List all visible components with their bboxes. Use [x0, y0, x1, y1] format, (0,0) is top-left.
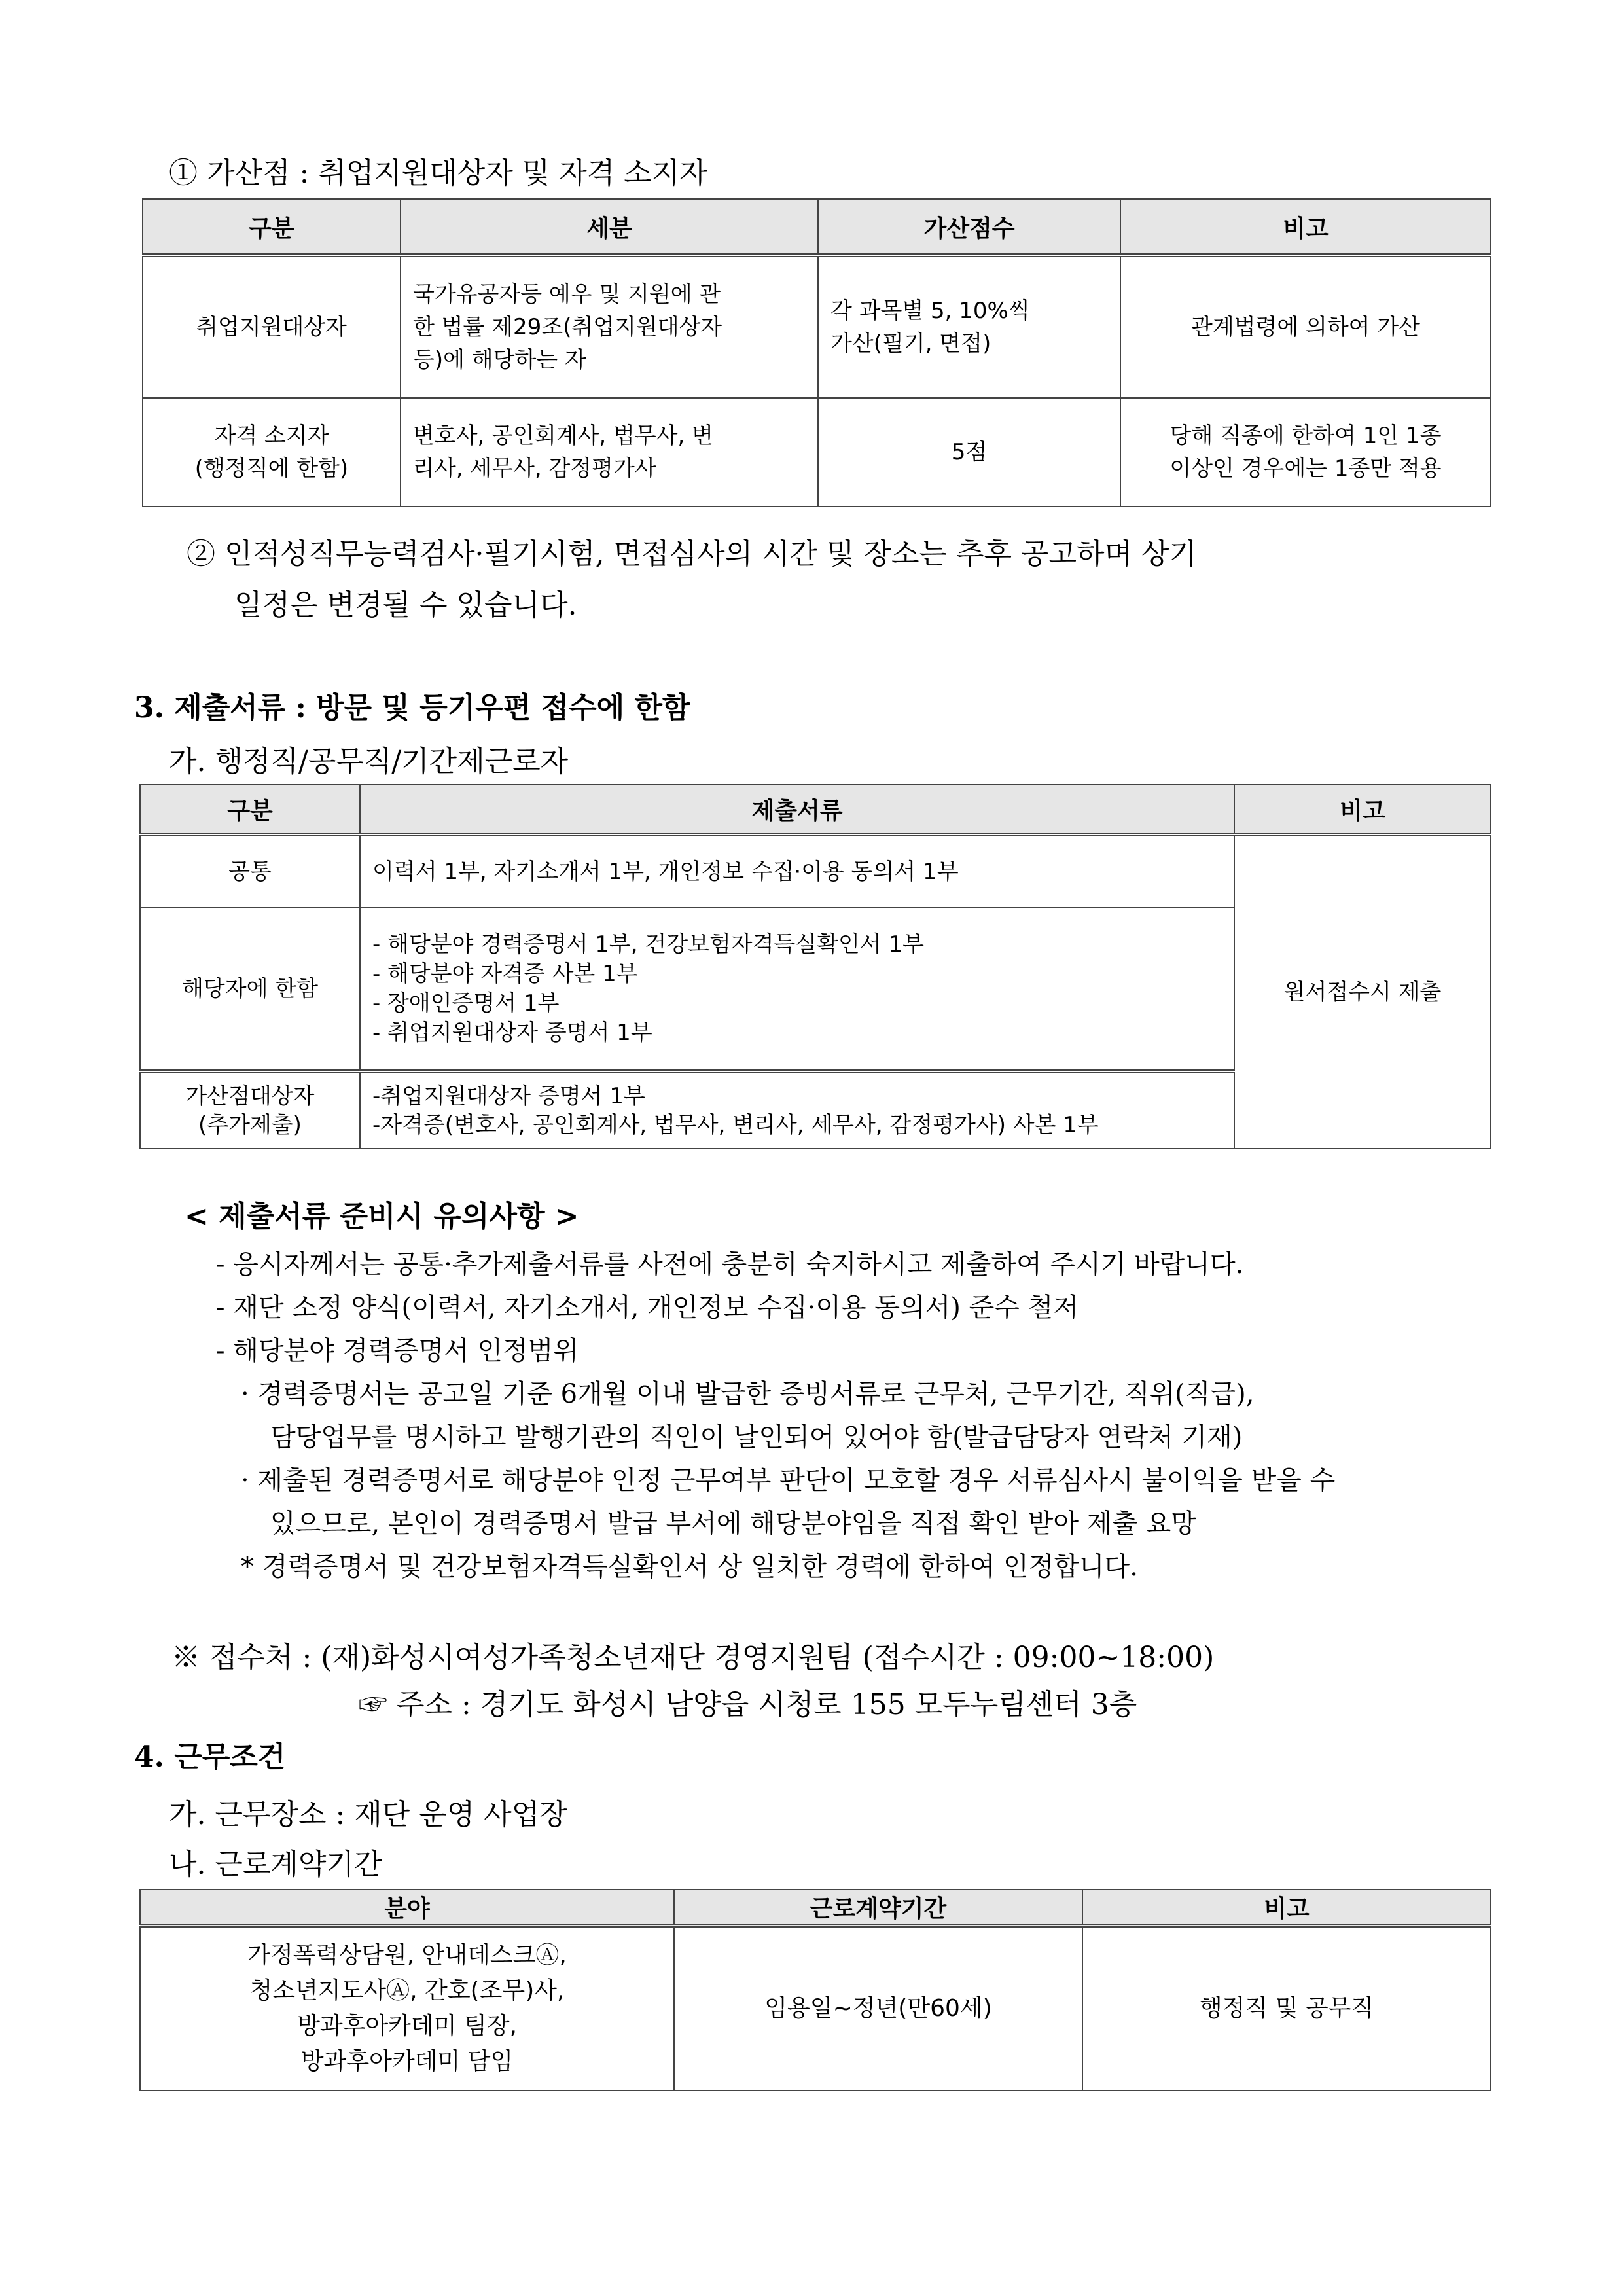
schedule-note-line1: ② 인적성직무능력검사·필기시험, 면접심사의 시간 및 장소는 추후 공고하며 상기 [187, 537, 1197, 571]
header-category: 구분 [143, 199, 401, 255]
caution-item-2: - 재단 소정 양식(이력서, 자기소개서, 개인정보 수집·이용 동의서) 준수 철저 [216, 1293, 1079, 1323]
doc-row-applicable-docs: - 해당분야 경력증명서 1부, 건강보험자격득실확인서 1부 - 해당분야 자격증 사본 1부 - 장애인증명서 1부 - 취업지원대상자 증명서 1부 [360, 908, 1234, 1071]
bonus-points-heading: ① 가산점 : 취업지원대상자 및 자격 소지자 [169, 156, 707, 190]
doc-row-common-category: 공통 [140, 834, 360, 908]
contract-fields: 가정폭력상담원, 안내데스크Ⓐ, 청소년지도사Ⓐ, 간호(조무)사, 방과후아카데미 팀장, 방과후아카데미 담임 [140, 1926, 674, 2090]
caution-item-7: 있으므로, 본인이 경력증명서 발급 부서에 해당분야임을 직접 확인 받아 제출 요망 [270, 1509, 1196, 1539]
contract-header-note: 비고 [1082, 1890, 1491, 1926]
header-detail: 세분 [401, 199, 818, 255]
contract-period-heading: 나. 근로계약기간 [169, 1848, 382, 1881]
bonus-points-table [142, 198, 1491, 507]
documents-table [139, 784, 1491, 1149]
reception-info: ※ 접수처 : (재)화성시여성가족청소년재단 경영지원팀 (접수시간 : 09:00~18:00) [171, 1641, 1215, 1674]
row2-note: 당해 직종에 한하여 1인 1종 이상인 경우에는 1종만 적용 [1120, 398, 1491, 507]
row1-points: 각 과목별 5, 10%씩 가산(필기, 면접) [818, 255, 1120, 398]
section4-title: 4. 근무조건 [134, 1740, 286, 1774]
row1-detail: 국가유공자등 예우 및 지원에 관 한 법률 제29조(취업지원대상자 등)에 해당하는 자 [401, 255, 818, 398]
contract-period: 임용일~정년(만60세) [674, 1926, 1082, 2090]
doc-note: 원서접수시 제출 [1234, 834, 1491, 1149]
caution-title: < 제출서류 준비시 유의사항 > [185, 1200, 579, 1233]
doc-row-bonus-docs: -취업지원대상자 증명서 1부 -자격증(변호사, 공인회계사, 법무사, 변리사, 세무사, 감정평가사) 사본 1부 [360, 1071, 1234, 1149]
row2-category: 자격 소지자 (행정직에 한함) [143, 398, 401, 507]
contract-note: 행정직 및 공무직 [1082, 1926, 1491, 2090]
caution-item-8: * 경력증명서 및 건강보험자격득실확인서 상 일치한 경력에 한하여 인정합니다. [241, 1552, 1138, 1582]
row1-category: 취업지원대상자 [143, 255, 401, 398]
reception-address: ☞ 주소 : 경기도 화성시 남양읍 시청로 155 모두누림센터 3층 [359, 1688, 1137, 1721]
doc-header-note: 비고 [1234, 785, 1491, 834]
contract-header-field: 분야 [140, 1890, 674, 1926]
doc-row-bonus-category: 가산점대상자 (추가제출) [140, 1071, 360, 1149]
caution-item-4: · 경력증명서는 공고일 기준 6개월 이내 발급한 증빙서류로 근무처, 근무기간, 직위(직급), [241, 1379, 1255, 1409]
doc-row-applicable-category: 해당자에 한함 [140, 908, 360, 1071]
caution-item-5: 담당업무를 명시하고 발행기관의 직인이 날인되어 있어야 함(발급담당자 연락처 기재) [270, 1422, 1243, 1452]
doc-header-docs: 제출서류 [360, 785, 1234, 834]
work-location: 가. 근무장소 : 재단 운영 사업장 [169, 1798, 567, 1831]
schedule-note-line2: 일정은 변경될 수 있습니다. [234, 588, 577, 622]
section3-subtitle: 가. 행정직/공무직/기간제근로자 [169, 745, 569, 778]
row1-note: 관계법령에 의하여 가산 [1120, 255, 1491, 398]
row2-detail: 변호사, 공인회계사, 법무사, 변 리사, 세무사, 감정평가사 [401, 398, 818, 507]
caution-item-1: - 응시자께서는 공통·추가제출서류를 사전에 충분히 숙지하시고 제출하여 주시기 바랍니다. [216, 1249, 1244, 1280]
doc-row-common-docs: 이력서 1부, 자기소개서 1부, 개인정보 수집·이용 동의서 1부 [360, 834, 1234, 908]
caution-item-3: - 해당분야 경력증명서 인정범위 [216, 1336, 579, 1366]
header-note: 비고 [1120, 199, 1491, 255]
contract-table [139, 1889, 1491, 2091]
doc-header-category: 구분 [140, 785, 360, 834]
header-points: 가산점수 [818, 199, 1120, 255]
row2-points: 5점 [818, 398, 1120, 507]
contract-header-period: 근로계약기간 [674, 1890, 1082, 1926]
caution-item-6: · 제출된 경력증명서로 해당분야 인정 근무여부 판단이 모호할 경우 서류심사시 불이익을 받을 수 [241, 1465, 1336, 1496]
section3-title: 3. 제출서류 : 방문 및 등기우편 접수에 한함 [134, 691, 690, 725]
